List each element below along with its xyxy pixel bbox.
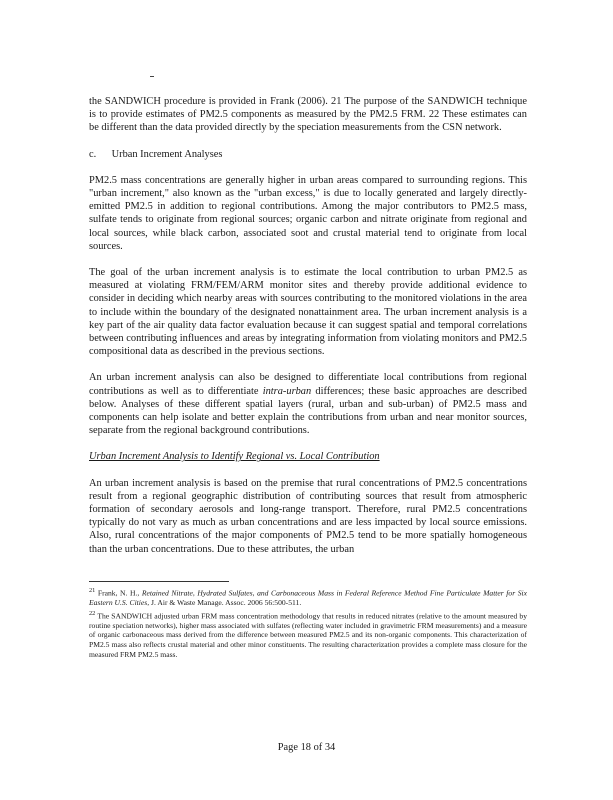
paragraph-goal: The goal of the urban increment analysis is to estimate the local contribution to urban PM2.5 as measured at violating FRM/FEM/ARM monitor sites and thereby provide additional evidence to consider in deciding which nearby areas with sources contributing to the monitored violations in the area to include within the boundary of the designated nonattainment area. The urban increment analysis is a key part of the air quality data factor evaluation because it can suggest spatial and temporal correlations between contributing influences and areas by integrating information from violating monitors and PM2.5 compositional data as described in the previous sections. bbox=[89, 267, 527, 358]
footnote-21-text-a: Frank, N. H., bbox=[95, 588, 142, 598]
paragraph-differentiate bbox=[89, 371, 527, 437]
paragraph-differentiate-end: differences; these basic approaches are described below. Analyses of these different spatial layers (rural, urban and sub-urban) of PM2.5 mass and components can help isolate and better explain the contributions from urban and near monitor sources, separate from the regional background contributions. bbox=[89, 385, 527, 437]
page-number: Page 18 of 34 bbox=[277, 742, 336, 753]
footnote-divider bbox=[89, 581, 229, 582]
footnote-22-text: The SANDWICH adjusted urban FRM mass concentration methodology that results in reduced nitrates (relative to the amount measured by routine speciation networks), higher mass associated with sulfates (reflecting water included in gravimetric FRM measurements) and a measure of organic carbonaceous mass derived from the difference between measured PM2.5 and its non-organic components. This characterization of PM2.5 mass also reflects crustal material and other minor constituents. The resulting characterization provides a complete mass closure for the measured FRM PM2.5 mass. bbox=[89, 611, 527, 659]
footnotes bbox=[89, 581, 527, 660]
section-heading-label: c. bbox=[89, 148, 97, 160]
footnote-22 bbox=[89, 609, 527, 660]
body-text bbox=[89, 95, 527, 569]
footnote-21-title: Retained Nitrate, Hydrated Sulfates, and Carbonaceous Mass in Federal Reference Method Fine Particulate Matter for Six Eastern U.S. Cities, bbox=[89, 588, 527, 608]
footnote-21 bbox=[89, 586, 527, 608]
footnote-22-number: 22 bbox=[89, 609, 96, 617]
footnote-21-number: 21 bbox=[89, 587, 96, 594]
page-mark bbox=[150, 76, 154, 77]
paragraph-urban-excess: PM2.5 mass concentrations are generally higher in urban areas compared to surrounding regions. This "urban increment," also known as the "urban excess," is due to locally generated and largely directly-emitted PM2.5 in addition to regional contributions. Among the major contributors to PM2.5 mass, sulfate tends to originate from regional sources; organic carbon and nitrate originate from regional and local sources, while black carbon, associated soot and crustal material tend to originate from local sources. bbox=[89, 174, 527, 252]
paragraph-sandwich: the SANDWICH procedure is provided in Frank (2006). 21 The purpose of the SANDWICH technique is to provide estimates of PM2.5 components as measured by the PM2.5 FRM. 22 These estimates can be different than the data provided directly by the speciation measurements from the CSN network. bbox=[89, 96, 527, 134]
section-heading-text: Urban Increment Analyses bbox=[111, 148, 223, 160]
footnote-21-text-b: J. Air & Waste Manage. Assoc. 2006 56:500-511. bbox=[149, 598, 302, 608]
subsection-heading: Urban Increment Analysis to Identify Regional vs. Local Contribution bbox=[89, 451, 380, 463]
paragraph-differentiate-italic: intra-urban bbox=[262, 385, 312, 397]
paragraph-differentiate-start: An urban increment analysis can also be designed to differentiate local contributions from regional contributions as well as to differentiate bbox=[89, 372, 527, 397]
section-heading bbox=[89, 148, 527, 161]
paragraph-premise: An urban increment analysis is based on the premise that rural concentrations of PM2.5 concentrations result from a regional geographic distribution of contributing sources that result from atmospheric formation of secondary aerosols and long-range transport. Therefore, rural PM2.5 concentrations typically do not vary as much as urban concentrations and are less impacted by local source emissions. Also, rural concentrations of the major components of PM2.5 tend to be more spatially homogeneous than the urban concentrations. Due to these attributes, the urban bbox=[89, 477, 527, 555]
